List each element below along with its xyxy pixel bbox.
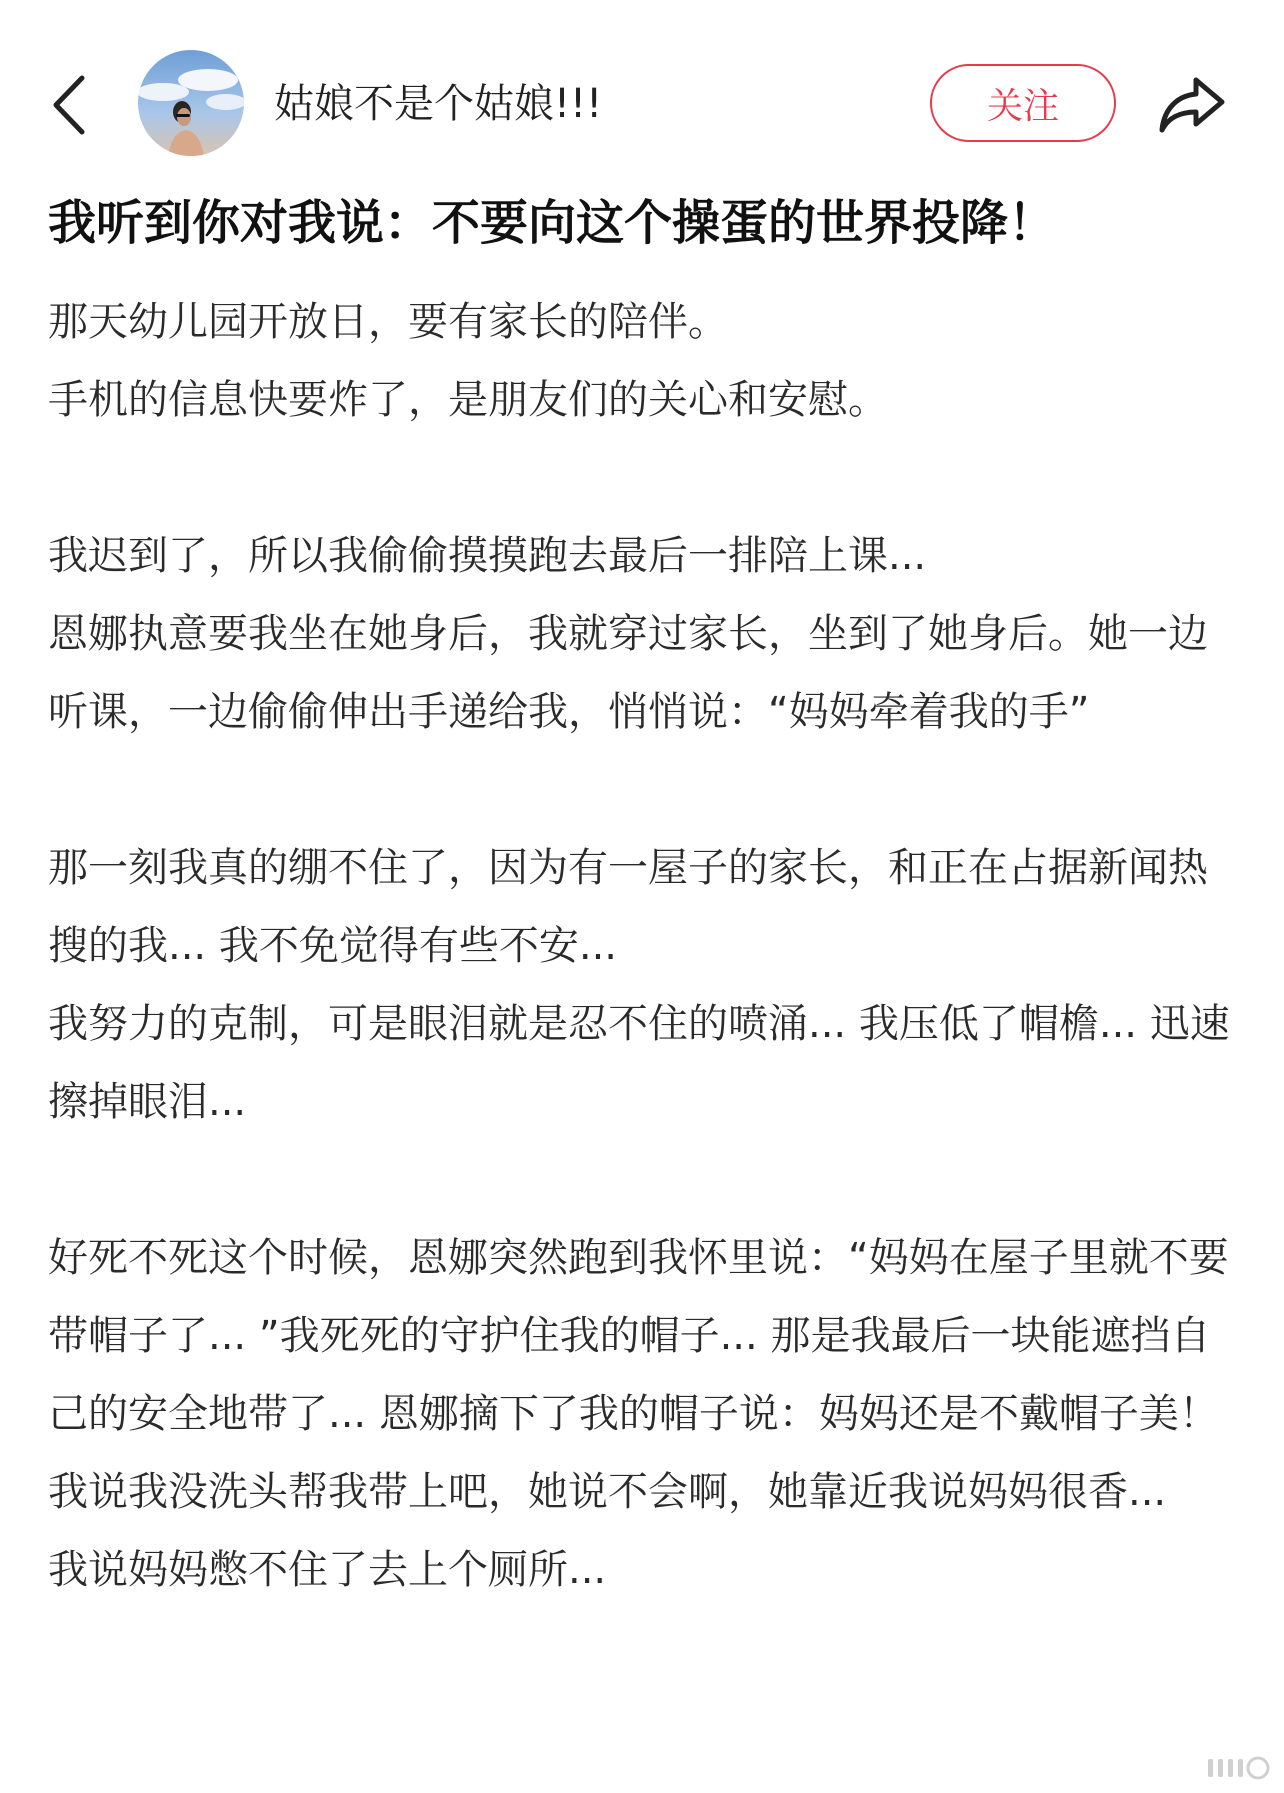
author-name[interactable]: 姑娘不是个姑娘!!! bbox=[274, 81, 603, 127]
post-paragraph: 我迟到了，所以我偷偷摸摸跑去最后一排陪上课... 恩娜执意要我坐在她身后，我就穿过家长，坐到了她身后。她一边听课，一边偷偷伸出手递给我，悄悄说：“妈妈牵着我的手” bbox=[48, 533, 1208, 735]
paragraph-gap bbox=[48, 1141, 1236, 1219]
post-paragraph: 好死不死这个时候，恩娜突然跑到我怀里说：“妈妈在屋子里就不要带帽子了... ”我死死的守护住我的帽子... 那是我最后一块能遮挡自己的安全地带了... 恩娜摘下了我的帽子说：妈妈还是不戴帽子美！ 我说我没洗头帮我带上吧，她说不会啊，她靠近我说妈妈很香... 我说妈妈憋不住了去上个厕所... bbox=[48, 1235, 1229, 1593]
post-body bbox=[48, 283, 1236, 1609]
follow-button[interactable]: 关注 bbox=[930, 64, 1116, 142]
back-button[interactable] bbox=[48, 70, 98, 140]
post-title: 我听到你对我说：不要向这个操蛋的世界投降！ bbox=[48, 195, 1057, 251]
paragraph-gap bbox=[48, 439, 1236, 517]
post-header bbox=[0, 0, 1284, 170]
avatar-image bbox=[138, 50, 244, 156]
chevron-left-icon bbox=[48, 70, 98, 140]
watermark-logo bbox=[1204, 1749, 1274, 1785]
share-arrow-icon bbox=[1156, 72, 1228, 136]
author-avatar[interactable] bbox=[138, 50, 244, 156]
share-button[interactable] bbox=[1156, 72, 1228, 136]
post-paragraph: 那天幼儿园开放日，要有家长的陪伴。 手机的信息快要炸了，是朋友们的关心和安慰。 bbox=[48, 299, 888, 423]
post-paragraph: 那一刻我真的绷不住了，因为有一屋子的家长，和正在占据新闻热搜的我... 我不免觉得有些不安... 我努力的克制，可是眼泪就是忍不住的喷涌... 我压低了帽檐... 迅速擦掉眼泪... bbox=[48, 845, 1230, 1125]
paragraph-gap bbox=[48, 751, 1236, 829]
